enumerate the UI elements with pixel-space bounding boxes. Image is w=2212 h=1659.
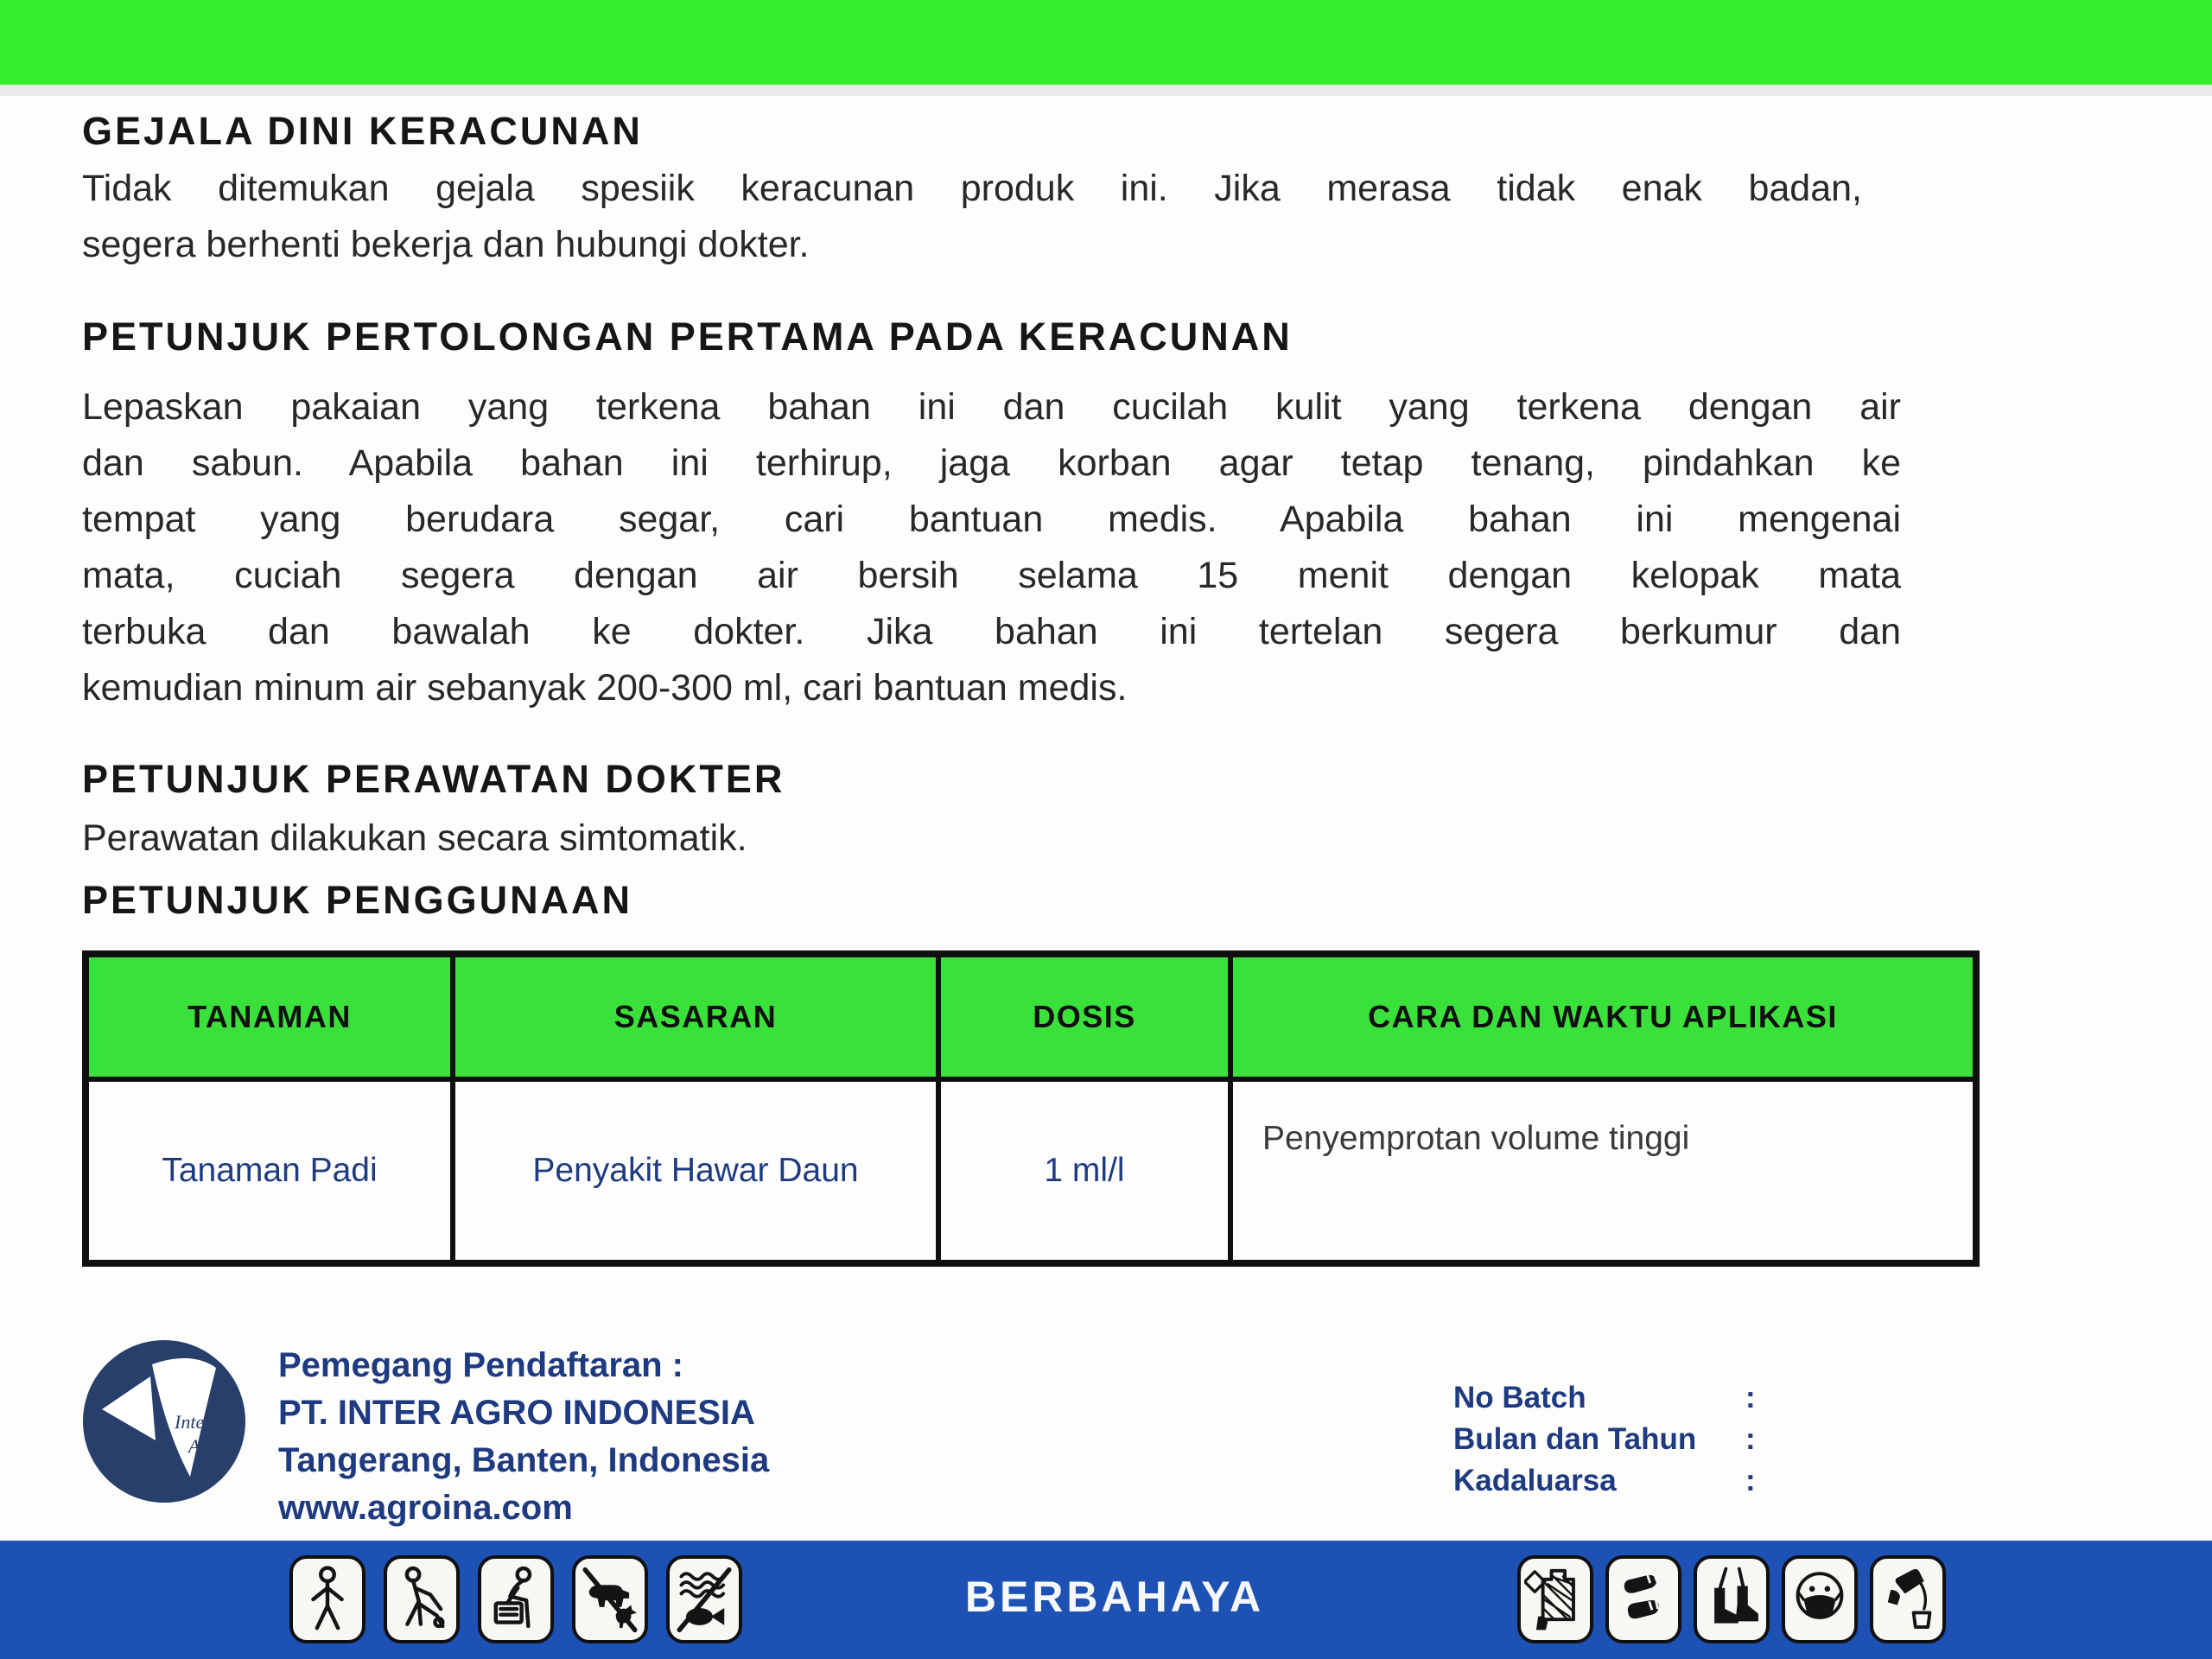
inter-agro-logo xyxy=(83,1340,245,1503)
no-livestock-icon xyxy=(572,1555,648,1643)
wear-gloves-icon xyxy=(1605,1555,1681,1643)
body-line: dan sabun. Apabila bahan ini terhirup, jaga korban agar tetap tenang, pindahkan ke xyxy=(82,442,1901,484)
hazard-footer-bar xyxy=(0,1541,2212,1659)
spray-application-icon xyxy=(384,1555,460,1643)
batch-number-label: No Batch xyxy=(1453,1381,1586,1414)
batch-row xyxy=(1453,1460,1763,1502)
body-line: terbuka dan bawalah ke dokter. Jika bahan ini tertelan segera berkumur dan xyxy=(82,611,1901,652)
month-year-colon: : xyxy=(1745,1422,1756,1456)
registrant-address: Tangerang, Banten, Indonesia xyxy=(278,1441,770,1479)
body-line: Tidak ditemukan gejala spesiik keracunan produk ini. Jika merasa tidak enak badan, xyxy=(82,168,1862,209)
table-cell-tanaman: Tanaman Padi xyxy=(89,1082,450,1260)
section-heading-perawatan: PETUNJUK PERAWATAN DOKTER xyxy=(82,757,785,801)
table-header-tanaman: TANAMAN xyxy=(89,957,450,1077)
month-year-label: Bulan dan Tahun xyxy=(1453,1422,1697,1456)
batch-row xyxy=(1453,1419,1763,1460)
table-header-dosis: DOSIS xyxy=(941,957,1228,1077)
usage-table xyxy=(82,950,1980,1267)
table-cell-cara: Penyemprotan volume tinggi xyxy=(1233,1082,1973,1260)
wear-protective-clothing-icon xyxy=(289,1555,365,1643)
body-line: kemudian minum air sebanyak 200-300 ml, cari bantuan medis. xyxy=(82,667,1128,709)
hazard-classification-text: BERBAHAYA xyxy=(964,1573,1265,1621)
section-heading-penggunaan: PETUNJUK PENGGUNAAN xyxy=(82,878,633,922)
table-header-sasaran: SASARAN xyxy=(455,957,936,1077)
body-line: Lepaskan pakaian yang terkena bahan ini dan cucilah kulit yang terkena dengan air xyxy=(82,386,1901,428)
registrant-block xyxy=(278,1342,769,1532)
table-cell-dosis: 1 ml/l xyxy=(941,1082,1228,1260)
section-heading-gejala: GEJALA DINI KERACUNAN xyxy=(82,109,643,153)
expiry-colon: : xyxy=(1745,1464,1756,1497)
logo-text-inter: Inter xyxy=(175,1411,212,1433)
top-color-bar xyxy=(0,0,2212,85)
no-water-contamination-icon xyxy=(666,1555,742,1643)
table-cell-sasaran: Penyakit Hawar Daun xyxy=(455,1082,936,1260)
batch-info-block xyxy=(1453,1377,1763,1502)
table-header-cara: CARA DAN WAKTU APLIKASI xyxy=(1233,957,1973,1077)
batch-row xyxy=(1453,1377,1763,1419)
pouring-handling-icon xyxy=(1870,1555,1946,1643)
section-heading-pertolongan: PETUNJUK PERTOLONGAN PERTAMA PADA KERACUNAN xyxy=(82,315,1293,359)
wear-boots-icon xyxy=(1694,1555,1770,1643)
registrant-website: www.agroina.com xyxy=(278,1489,573,1527)
registrant-title: Pemegang Pendaftaran : xyxy=(278,1346,684,1384)
top-bar-shadow xyxy=(0,85,2212,96)
body-line: mata, cuciah segera dengan air bersih selama 15 menit dengan kelopak mata xyxy=(82,555,1901,596)
body-line: Perawatan dilakukan secara simtomatik. xyxy=(82,817,747,859)
logo-text-agro: Agro xyxy=(188,1435,226,1457)
body-line: tempat yang berudara segar, cari bantuan medis. Apabila bahan ini mengenai xyxy=(82,499,1901,540)
registrant-company: PT. INTER AGRO INDONESIA xyxy=(278,1394,755,1432)
mixing-pesticide-icon xyxy=(478,1555,554,1643)
wear-overalls-icon xyxy=(1517,1555,1593,1643)
batch-number-colon: : xyxy=(1745,1381,1756,1414)
wear-mask-icon xyxy=(1782,1555,1858,1643)
body-line: segera berhenti bekerja dan hubungi dokter. xyxy=(82,224,810,265)
expiry-label: Kadaluarsa xyxy=(1453,1464,1617,1497)
